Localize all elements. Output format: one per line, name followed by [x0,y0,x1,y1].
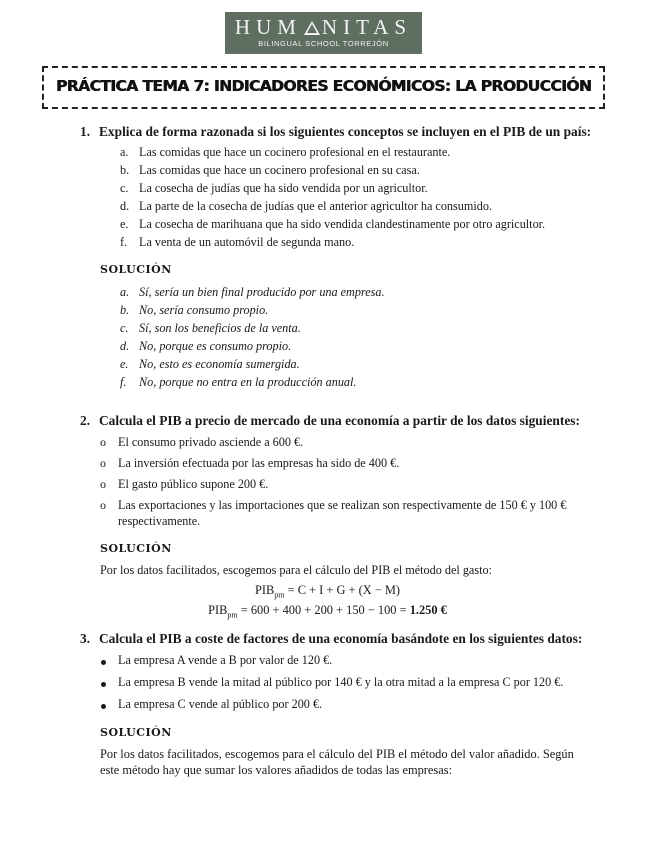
q1-answer: No, sería consumo propio. [139,303,269,317]
q1-item: La cosecha de marihuana que ha sido vendida clandestinamente por otro agricultor. [139,217,546,231]
bullet-dot-icon [101,704,106,709]
q3-solution-line: este método hay que sumar los valores añadidos de todas las empresas: [100,763,453,777]
q1-answer: No, esto es economía sumergida. [139,357,300,371]
q3-text: Calcula el PIB a coste de factores de una economía basándote en los siguientes datos: [99,631,583,646]
q3-item: La empresa A vende a B por valor de 120 €. [118,653,333,667]
q1-text: Explica de forma razonada si los siguientes conceptos se incluyen en el PIB de un país: [99,124,592,139]
q1-answer-label: b. [120,303,130,317]
q2-item-continuation: respectivamente. [118,514,201,528]
logo-brand: HUM NITAS [234,15,413,39]
q2-bullet: o [100,435,106,449]
q1-answer-label: c. [120,321,129,335]
q1-answer-label: f. [120,375,127,389]
logo-subtitle: BILINGUAL SCHOOL TORREJÓN [258,39,389,48]
q1-answer-label: d. [120,339,130,353]
q3-item: La empresa C vende al público por 200 €. [118,697,323,711]
q3-item: La empresa B vende la mitad al público por 140 € y la otra mitad a la empresa C por 120 €. [118,675,564,689]
q1-answer-label: e. [120,357,129,371]
result-value: 1.250 € [409,603,447,617]
q1-item-label: e. [120,217,129,231]
q1-item: Las comidas que hace un cocinero profesional en su casa. [139,163,420,177]
q1-item: La cosecha de judías que ha sido vendida por un agricultor. [139,181,428,195]
triangle-icon [304,21,320,35]
q2-item: El consumo privado asciende a 600 €. [118,435,304,449]
q1-item-label: f. [120,235,128,249]
title-box [42,66,605,109]
q2-solution-heading: SOLUCIÓN [100,542,172,555]
q1-answer-label: a. [120,285,130,299]
q1-item: Las comidas que hace un cocinero profesional en el restaurante. [139,145,451,159]
q1-item-label: a. [120,145,129,159]
q1-answer: Sí, sería un bien final producido por una empresa. [139,285,385,299]
q2-bullet: o [100,456,106,470]
q2-number: 2. [80,413,91,428]
q1-item: La parte de la cosecha de judías que el anterior agricultor ha consumido. [139,199,492,213]
q1-answer: Sí, son los beneficios de la venta. [139,321,301,335]
school-logo [225,12,422,54]
q2-item: La inversión efectuada por las empresas ha sido de 400 €. [118,456,400,470]
q3-solution-text [100,746,600,778]
bullet-dot-icon [101,682,106,687]
page-title: PRÁCTICA TEMA 7: INDICADORES ECONÓMICOS: LA PRODUCCIÓN [55,77,592,95]
formula-result: $PIB_{pm} = 600 + 400 + 200 + 150 - 100 = 1.250$ € [208,603,447,620]
formula-general: $PIB_{pm} = C + I + G + (X - M)$ [254,583,400,600]
q2-text: Calcula el PIB a precio de mercado de una economía a partir de los datos siguientes: [99,413,580,428]
q1-solution-heading: SOLUCIÓN [100,263,172,276]
q1-item: La venta de un automóvil de segunda mano. [139,235,355,249]
q1-answer: No, porque es consumo propio. [139,339,292,353]
q1-answer: No, porque no entra en la producción anual. [139,375,357,389]
bullet-dot-icon [101,660,106,665]
q1-number: 1. [80,124,91,139]
q2-item: Las exportaciones y las importaciones que se realizan son respectivamente de 150 € y 100 € [118,498,567,512]
q1-item-label: c. [120,181,129,195]
q1-item-label: b. [120,163,130,177]
q3-solution-heading: SOLUCIÓN [100,726,172,739]
q1-item-label: d. [120,199,130,213]
q2-solution-text: Por los datos facilitados, escogemos para el cálculo del PIB el método del gasto: [100,563,492,577]
q3-number: 3. [80,631,91,646]
q2-item: El gasto público supone 200 €. [118,477,269,491]
q2-bullet: o [100,498,106,512]
q3-solution-line: Por los datos facilitados, escogemos para el cálculo del PIB el método del valor añadido. Según [100,747,574,761]
q2-bullet: o [100,477,106,491]
